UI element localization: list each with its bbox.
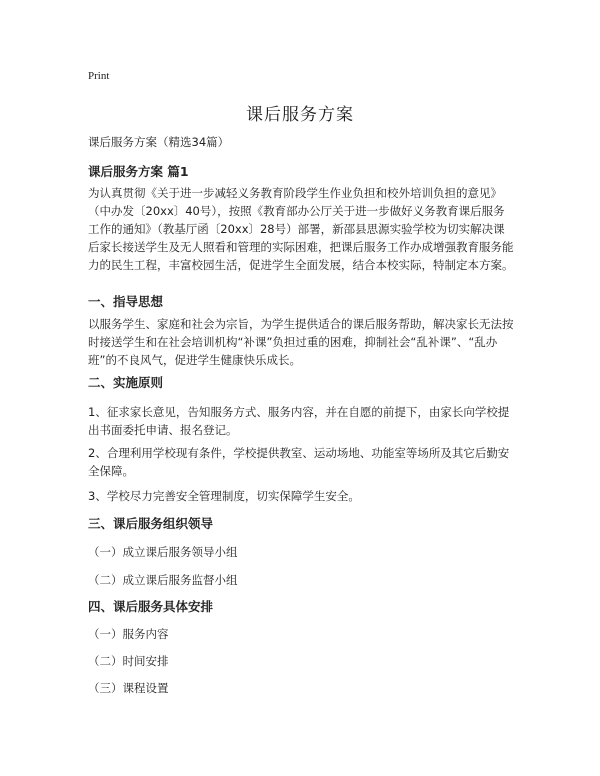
paragraph-principle-1: 1、征求家长意见，告知服务方式、服务内容，并在自愿的前提下，由家长向学校提出书面委托申请、报名登记。 — [88, 405, 510, 437]
list-item-time-schedule: （二）时间安排 — [88, 654, 169, 668]
list-item-leadership-group: （一）成立课后服务领导小组 — [88, 545, 238, 559]
list-item-supervision-group: （二）成立课后服务监督小组 — [88, 573, 238, 587]
paragraph-guiding-ideology: 以服务学生、家庭和社会为宗旨，为学生提供适合的课后服务帮助，解决家长无法按时接送学生和在社会培训机构“补课”负担过重的困难，抑制社会“乱补课”、“乱办班”的不良风气，促进学生健康快乐成长。 — [88, 317, 514, 367]
heading-guiding-ideology: 一、指导思想 — [88, 294, 164, 309]
paragraph-principle-2: 2、合理利用学校现有条件，学校提供教室、运动场地、功能室等场所及其它后勤安全保障。 — [88, 446, 510, 478]
print-label: Print — [88, 70, 110, 82]
list-item-service-content: （一）服务内容 — [88, 627, 169, 641]
page-title: 课后服务方案 — [246, 105, 354, 125]
heading-arrangements: 四、课后服务具体安排 — [88, 599, 214, 614]
list-item-curriculum: （三）课程设置 — [88, 681, 169, 695]
intro-paragraph: 为认真贯彻《关于进一步减轻义务教育阶段学生作业负担和校外培训负担的意见》（中办发〔20xx〕40号），按照《教育部办公厅关于进一步做好义务教育课后服务工作的通知》（教基厅函〔20xx〕28号）部署，新邵县思源实验学校为切实解决课后家长接送学生及无人照看和管理的实际困难，把课后服务工作办成增强教育服务能力的民生工程，丰富校园生活，促进学生全面发展，结合本校实际，特制定本方案。 — [88, 186, 514, 272]
heading-organization: 三、课后服务组织领导 — [88, 516, 214, 531]
paragraph-principle-3: 3、学校尽力完善安全管理制度，切实保障学生安全。 — [88, 489, 360, 503]
doc-subtitle: 课后服务方案（精选34篇） — [88, 135, 230, 149]
section-heading: 课后服务方案 篇1 — [88, 164, 189, 179]
heading-principles: 二、实施原则 — [88, 375, 164, 390]
